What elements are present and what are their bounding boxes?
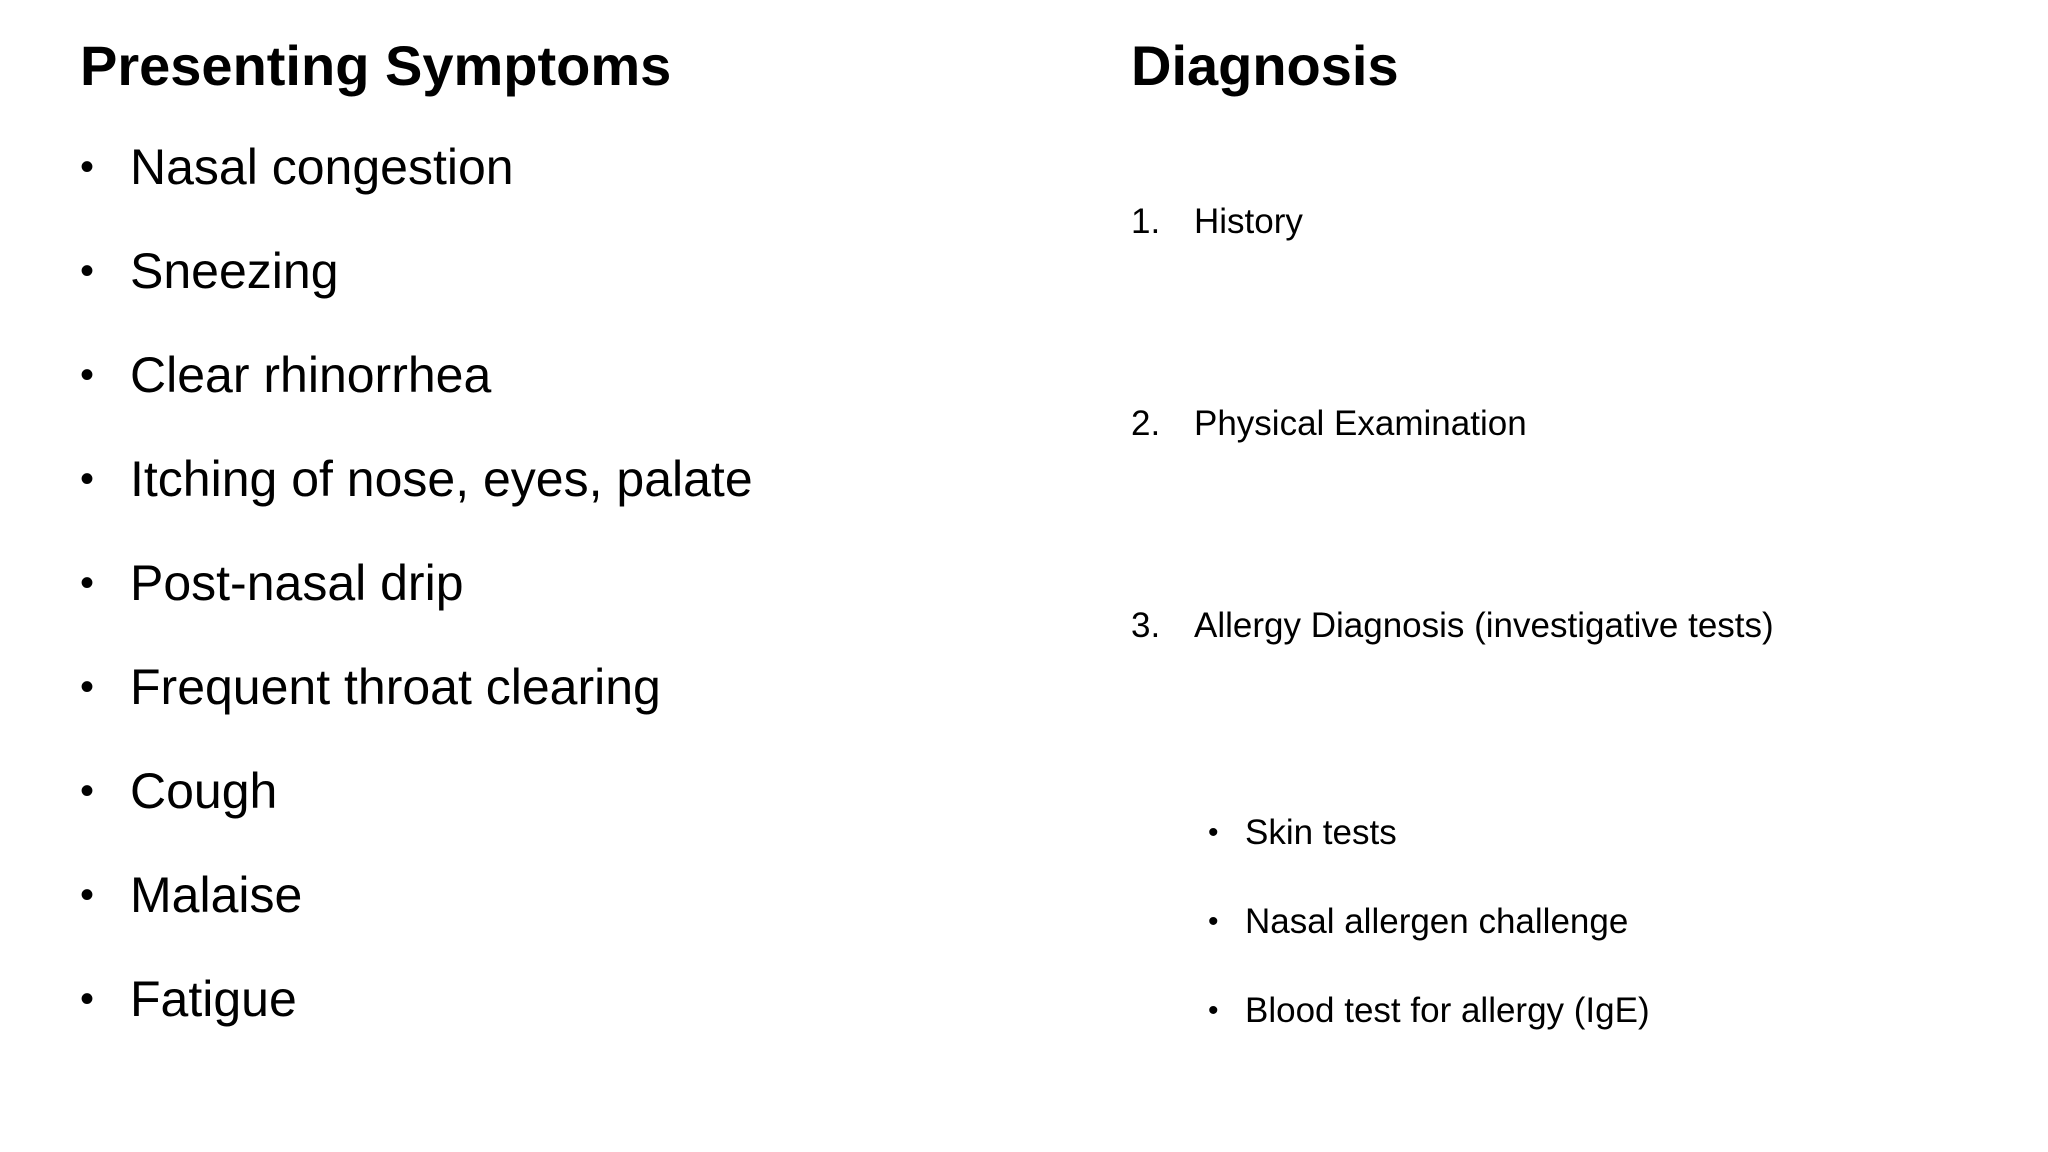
symptom-item [80,347,753,454]
symptom-item [80,451,753,558]
bullet-icon: • [80,353,95,397]
step-label: Allergy Diagnosis (investigative tests) [1194,606,1774,645]
bullet-icon: • [1208,994,1219,1027]
diagnosis-step-history [1131,202,1774,404]
symptom-label: Cough [130,763,278,819]
bullet-icon: • [80,873,95,917]
diagnosis-steps-list [1131,202,1774,808]
symptom-label: Sneezing [130,243,339,299]
symptom-label: Malaise [130,867,303,923]
step-label: Physical Examination [1194,404,1527,443]
symptom-item [80,971,753,1078]
allergy-test-label: Nasal allergen challenge [1245,902,1629,941]
symptom-label: Nasal congestion [130,139,514,195]
symptom-item [80,139,753,246]
symptom-item [80,243,753,350]
diagnosis-heading: Diagnosis [1131,34,1399,97]
bullet-icon: • [80,665,95,709]
symptom-label: Fatigue [130,971,297,1027]
symptom-label: Post-nasal drip [130,555,464,611]
symptom-label: Itching of nose, eyes, palate [130,451,753,507]
bullet-icon: • [80,145,95,189]
bullet-icon: • [80,457,95,501]
bullet-icon: • [80,249,95,293]
step-number: 3. [1131,606,1161,645]
allergy-tests-list [1208,813,1650,1080]
symptom-label: Frequent throat clearing [130,659,661,715]
step-label: History [1194,202,1303,241]
allergy-test-item [1208,902,1650,991]
allergy-test-label: Skin tests [1245,813,1397,852]
step-number: 2. [1131,404,1161,443]
symptom-item [80,555,753,662]
bullet-icon: • [80,769,95,813]
symptom-item [80,659,753,766]
diagnosis-step-allergy-diagnosis [1131,606,1774,808]
bullet-icon: • [80,977,95,1021]
symptom-item [80,867,753,974]
symptom-item [80,763,753,870]
diagnosis-step-physical-examination [1131,404,1774,606]
bullet-icon: • [1208,816,1219,849]
presenting-symptoms-heading: Presenting Symptoms [80,34,672,97]
bullet-icon: • [1208,905,1219,938]
symptom-label: Clear rhinorrhea [130,347,492,403]
step-number: 1. [1131,202,1161,241]
bullet-icon: • [80,561,95,605]
allergy-test-item [1208,813,1650,902]
allergy-test-label: Blood test for allergy (IgE) [1245,991,1650,1030]
allergy-test-item [1208,991,1650,1080]
symptoms-list [80,139,753,1078]
